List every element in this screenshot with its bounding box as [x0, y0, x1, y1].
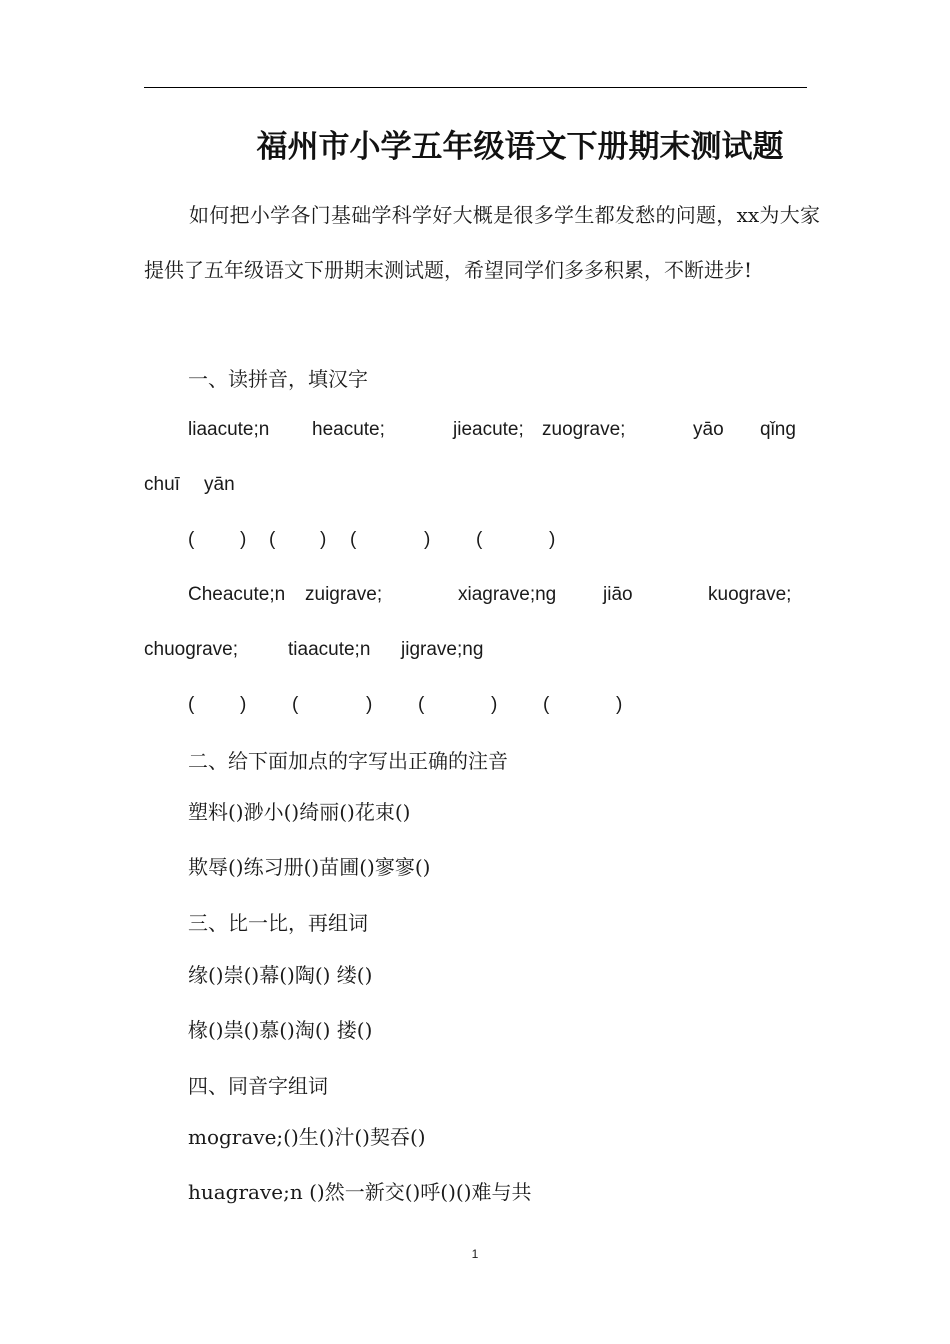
pinyin-item: xiagrave;ng [458, 584, 557, 605]
pinyin-item: yān [204, 474, 235, 495]
section2-heading: 二、给下面加点的字写出正确的注音 [188, 749, 508, 773]
pinyin-item: zuigrave; [305, 584, 383, 605]
pinyin-item: liaacute;n [188, 419, 270, 440]
document-title: 福州市小学五年级语文下册期末测试题 [256, 129, 784, 165]
pinyin-item: zuograve; [542, 419, 626, 440]
pinyin-item: yāo [693, 419, 724, 440]
pinyin-item: kuograve; [708, 584, 792, 605]
intro-paragraph: 如何把小学各门基础学科学好大概是很多学生都发愁的问题，xx为大家提供了五年级语文下册期末测试题，希望同学们多多积累，不断进步! [144, 203, 820, 282]
exercise-line: 缘()崇()幕()陶() 缕() [188, 963, 373, 987]
pinyin-item: heacute; [312, 419, 385, 440]
exercise-line: 椽()祟()慕()淘() 搂() [188, 1018, 373, 1042]
exercise-line: huagrave;n ()然一新交()呼()()难与共 [188, 1180, 532, 1204]
section4-heading: 四、同音字组词 [188, 1074, 328, 1098]
page-number: 1 [471, 1247, 479, 1261]
pinyin-item: Cheacute;n [188, 584, 286, 605]
header-rule [144, 87, 807, 88]
exercise-line: mograve;()生()汁()契吞() [188, 1125, 426, 1149]
pinyin-item: jieacute; [453, 419, 524, 440]
section1-heading: 一、读拼音，填汉字 [188, 367, 368, 391]
exercise-line: 欺辱()练习册()苗圃()寥寥() [188, 855, 431, 879]
pinyin-item: chuograve; [144, 639, 239, 660]
pinyin-item: qǐng [760, 419, 796, 440]
pinyin-item: chuī [144, 474, 180, 495]
pinyin-item: jiāo [603, 584, 633, 605]
pinyin-item: tiaacute;n [288, 639, 371, 660]
exercise-line: 塑料()渺小()绮丽()花束() [188, 800, 411, 824]
pinyin-item: jigrave;ng [401, 639, 484, 660]
section3-heading: 三、比一比，再组词 [188, 911, 368, 935]
